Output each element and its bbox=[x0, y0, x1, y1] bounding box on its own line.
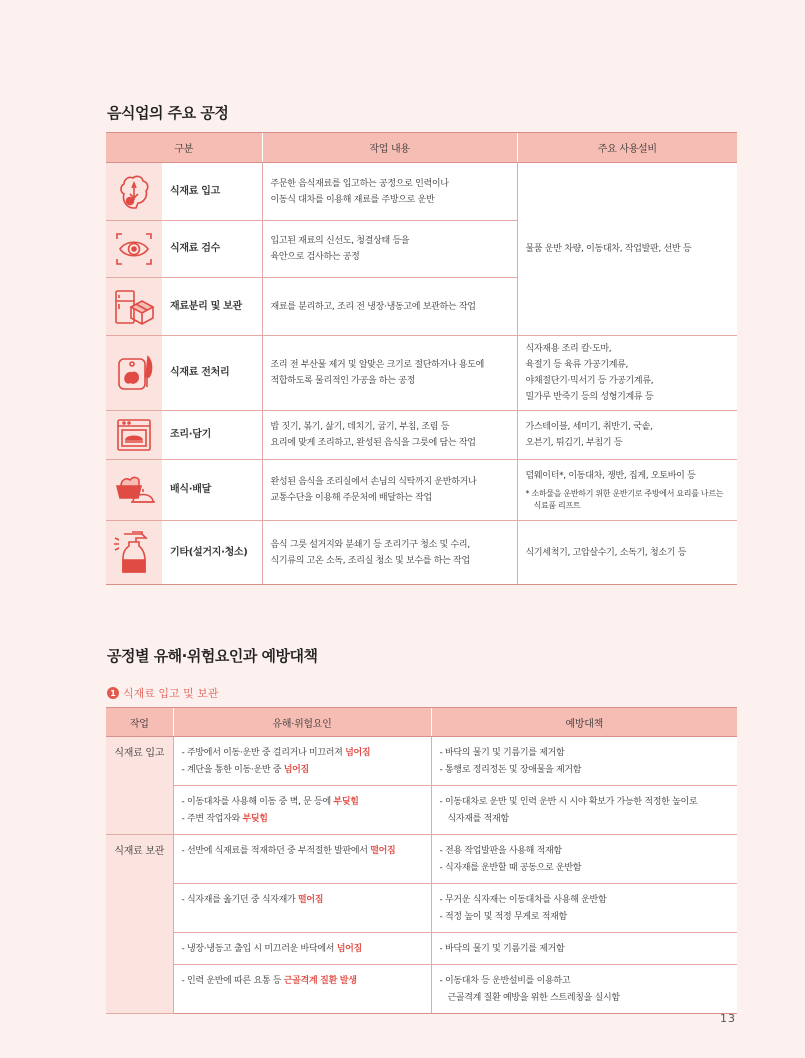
process-name: 식재료 검수 bbox=[162, 221, 262, 278]
process-content: 재료를 분리하고, 조리 전 냉장·냉동고에 보관하는 작업 bbox=[262, 278, 517, 336]
process-name: 식재료 입고 bbox=[162, 163, 262, 221]
spray-bottle-icon bbox=[106, 521, 162, 585]
process-equipment: 식기세척기, 고압살수기, 소독기, 청소기 등 bbox=[517, 521, 737, 585]
hazard-cell: - 냉장·냉동고 출입 시 미끄러운 바닥에서 넘어짐 bbox=[173, 933, 431, 965]
shared-equipment: 물품 운반 차량, 이동대차, 작업발판, 선반 등 bbox=[517, 163, 737, 336]
process-equipment: 덤웨이터*, 이동대차, 쟁반, 집게, 오토바이 등 * 소하물을 운반하기 위한 운반기로 주방에서 요리를 나르는 식료품 리프트 bbox=[517, 460, 737, 521]
subsection-title: 1 식재료 입고 및 보관 bbox=[107, 685, 219, 701]
process-equipment: 식자재용 조리 칼·도마, 육절기 등 육류 가공기계류, 야채절단기·믹서기 등 가공기계류, 밀가루 반죽기 등의 성형기계류 등 bbox=[517, 336, 737, 411]
process-content: 완성된 음식을 조리실에서 손님의 식탁까지 운반하거나 교통수단을 이용해 주문처에 배달하는 작업 bbox=[262, 460, 517, 521]
hazard-cell: - 선반에 식재료를 적재하던 중 부적절한 발판에서 떨어짐 bbox=[173, 835, 431, 884]
header-hazard: 유해·위험요인 bbox=[173, 708, 431, 737]
vegetable-icon bbox=[106, 163, 162, 221]
eye-scan-icon bbox=[106, 221, 162, 278]
number-badge: 1 bbox=[107, 687, 119, 699]
process-content: 밥 짓기, 볶기, 삶기, 데치기, 굽기, 부침, 조림 등 요리에 맞게 조리하고, 완성된 음식을 그릇에 담는 작업 bbox=[262, 411, 517, 460]
prevention-cell: - 바닥의 물기 및 기름기를 제거함 bbox=[431, 933, 737, 965]
footnote: * 소하물을 운반하기 위한 운반기로 주방에서 요리를 나르는 식료품 리프트 bbox=[525, 489, 724, 510]
header-equipment: 주요 사용설비 bbox=[517, 133, 737, 163]
task-label: 식재료 보관 bbox=[106, 835, 173, 1014]
process-content: 주문한 음식재료를 입고하는 공정으로 인력이나 이동식 대차를 이용해 재료를 주방으로 운반 bbox=[262, 163, 517, 221]
task-label: 식재료 입고 bbox=[106, 737, 173, 835]
process-name: 조리·담기 bbox=[162, 411, 262, 460]
process-name: 배식·배달 bbox=[162, 460, 262, 521]
hazard-table bbox=[106, 707, 737, 1014]
header-task: 작업 bbox=[106, 708, 173, 737]
prevention-cell: - 이동대차 등 운반설비를 이용하고 근골격계 질환 예방을 위한 스트레칭을 실시함 bbox=[431, 965, 737, 1014]
process-name: 식재료 전처리 bbox=[162, 336, 262, 411]
header-category: 구분 bbox=[106, 133, 262, 163]
prevention-cell: - 전용 작업발판을 사용해 적재함 - 식자재를 운반할 때 공동으로 운반함 bbox=[431, 835, 737, 884]
prevention-cell: - 바닥의 물기 및 기름기를 제거함 - 통행로 정리정돈 및 장애물을 제거함 bbox=[431, 737, 737, 786]
process-content: 조리 전 부산물 제거 및 알맞은 크기로 절단하거나 용도에 적합하도록 물리적인 가공을 하는 공정 bbox=[262, 336, 517, 411]
section-title-hazards: 공정별 유해·위험요인과 예방대책 bbox=[107, 647, 318, 665]
process-name: 기타(설거지·청소) bbox=[162, 521, 262, 585]
hazard-cell: - 이동대차를 사용해 이동 중 벽, 문 등에 부딪힘 - 주변 작업자와 부딪힘 bbox=[173, 786, 431, 835]
process-content: 음식 그릇 설거지와 분쇄기 등 조리기구 청소 및 수리, 식기류의 고온 소독, 조리실 청소 및 보수를 하는 작업 bbox=[262, 521, 517, 585]
oven-icon bbox=[106, 411, 162, 460]
hazard-cell: - 주방에서 이동·운반 중 걸리거나 미끄러져 넘어짐 - 계단을 통한 이동·운반 중 넘어짐 bbox=[173, 737, 431, 786]
cutting-board-icon bbox=[106, 336, 162, 411]
process-equipment: 가스테이블, 세미기, 취반기, 국솥, 오븐기, 튀김기, 부침기 등 bbox=[517, 411, 737, 460]
section-title-processes: 음식업의 주요 공정 bbox=[107, 104, 229, 122]
process-table bbox=[106, 132, 737, 585]
header-prevention: 예방대책 bbox=[431, 708, 737, 737]
prevention-cell: - 무거운 식자재는 이동대차를 사용해 운반함 - 적정 높이 및 적정 무게로 적재함 bbox=[431, 884, 737, 933]
page-number: 13 bbox=[720, 1012, 736, 1025]
hazard-cell: - 식자재를 옮기던 중 식자재가 떨어짐 bbox=[173, 884, 431, 933]
process-name: 재료분리 및 보관 bbox=[162, 278, 262, 336]
header-work-content: 작업 내용 bbox=[262, 133, 517, 163]
fridge-box-icon bbox=[106, 278, 162, 336]
process-content: 입고된 재료의 신선도, 청결상태 등을 육안으로 검사하는 공정 bbox=[262, 221, 517, 278]
prevention-cell: - 이동대차로 운반 및 인력 운반 시 시야 확보가 가능한 적정한 높이로 식자재를 적재함 bbox=[431, 786, 737, 835]
serving-icon bbox=[106, 460, 162, 521]
hazard-cell: - 인력 운반에 따른 요통 등 근골격계 질환 발생 bbox=[173, 965, 431, 1014]
